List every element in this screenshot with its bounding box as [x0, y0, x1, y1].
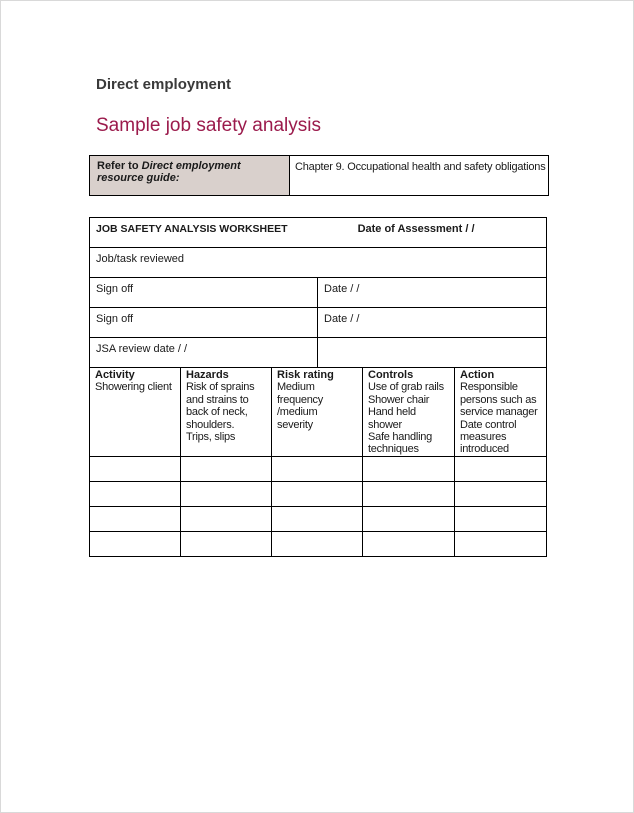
activity-line: Showering client [95, 381, 172, 394]
column-header-hazards: Hazards [186, 369, 229, 381]
document-title: Sample job safety analysis [96, 115, 321, 136]
empty-cell[interactable] [363, 531, 455, 556]
empty-cell[interactable] [90, 531, 181, 556]
empty-cell[interactable] [455, 506, 547, 531]
section-heading: Direct employment [96, 76, 232, 93]
date-field-2[interactable]: Date / / [318, 308, 547, 338]
column-header-action: Action [460, 369, 495, 381]
controls-line: Use of grab rails [368, 381, 444, 394]
worksheet-title-row [90, 218, 547, 248]
risk-rating-cell [272, 368, 363, 457]
empty-cell[interactable] [181, 481, 272, 506]
date-of-assessment: Date of Assessment / / [357, 223, 475, 235]
reference-value: Chapter 9. Occupational health and safety obligations [290, 156, 549, 196]
empty-cell[interactable] [272, 456, 363, 481]
worksheet-title: JOB SAFETY ANALYSIS WORKSHEET [96, 223, 288, 235]
empty-cell[interactable] [363, 456, 455, 481]
empty-cell[interactable] [90, 456, 181, 481]
column-header-risk-rating: Risk rating [277, 369, 334, 381]
empty-cell[interactable] [181, 506, 272, 531]
empty-cell[interactable] [181, 531, 272, 556]
empty-cell[interactable] [181, 456, 272, 481]
empty-cell[interactable] [455, 456, 547, 481]
empty-cell[interactable] [363, 506, 455, 531]
controls-line: Shower chair [368, 393, 430, 406]
empty-cell[interactable] [455, 481, 547, 506]
action-cell [455, 368, 547, 457]
action-line: introduced [460, 443, 509, 456]
reference-guide-name: Direct employment resource guide: [97, 160, 241, 184]
controls-cell [363, 368, 455, 457]
action-line: Responsible [460, 381, 518, 394]
empty-cell[interactable] [272, 506, 363, 531]
table-row [90, 481, 547, 506]
hazards-line: Risk of sprains [186, 381, 255, 394]
sign-off-field-2[interactable]: Sign off [90, 308, 318, 338]
empty-cell[interactable] [272, 531, 363, 556]
risk-line: frequency [277, 393, 324, 406]
risk-line: severity [277, 418, 313, 431]
controls-line: techniques [368, 443, 419, 456]
action-line: persons such as [460, 393, 537, 406]
reference-label-prefix: Refer to [97, 160, 142, 172]
jsa-review-date-field[interactable]: JSA review date / / [90, 338, 318, 368]
empty-cell[interactable] [272, 481, 363, 506]
risk-line: Medium [277, 381, 315, 394]
activity-cell [90, 368, 181, 457]
jsa-worksheet-table [89, 217, 547, 557]
risk-line: /medium [277, 406, 318, 419]
reference-label [90, 156, 290, 196]
hazards-line: Trips, slips [186, 431, 236, 444]
controls-line: shower [368, 418, 402, 431]
hazards-line: and strains to [186, 393, 249, 406]
empty-cell[interactable] [363, 481, 455, 506]
empty-cell[interactable] [90, 506, 181, 531]
controls-line: Hand held [368, 406, 416, 419]
sign-off-field-1[interactable]: Sign off [90, 278, 318, 308]
action-line: service manager [460, 406, 538, 419]
table-row [90, 456, 547, 481]
date-field-1[interactable]: Date / / [318, 278, 547, 308]
reference-table [89, 155, 549, 196]
table-row [90, 531, 547, 556]
table-row [90, 368, 547, 457]
hazards-line: shoulders. [186, 418, 235, 431]
column-header-activity: Activity [95, 369, 135, 381]
hazards-line: back of neck, [186, 406, 248, 419]
empty-cell[interactable] [90, 481, 181, 506]
action-line: measures [460, 431, 507, 444]
table-row [90, 506, 547, 531]
hazards-cell [181, 368, 272, 457]
jsa-review-empty-cell [318, 338, 547, 368]
controls-line: Safe handling [368, 431, 433, 444]
column-header-controls: Controls [368, 369, 414, 381]
job-task-reviewed-field[interactable]: Job/task reviewed [90, 248, 547, 278]
action-line: Date control [460, 418, 517, 431]
empty-cell[interactable] [455, 531, 547, 556]
